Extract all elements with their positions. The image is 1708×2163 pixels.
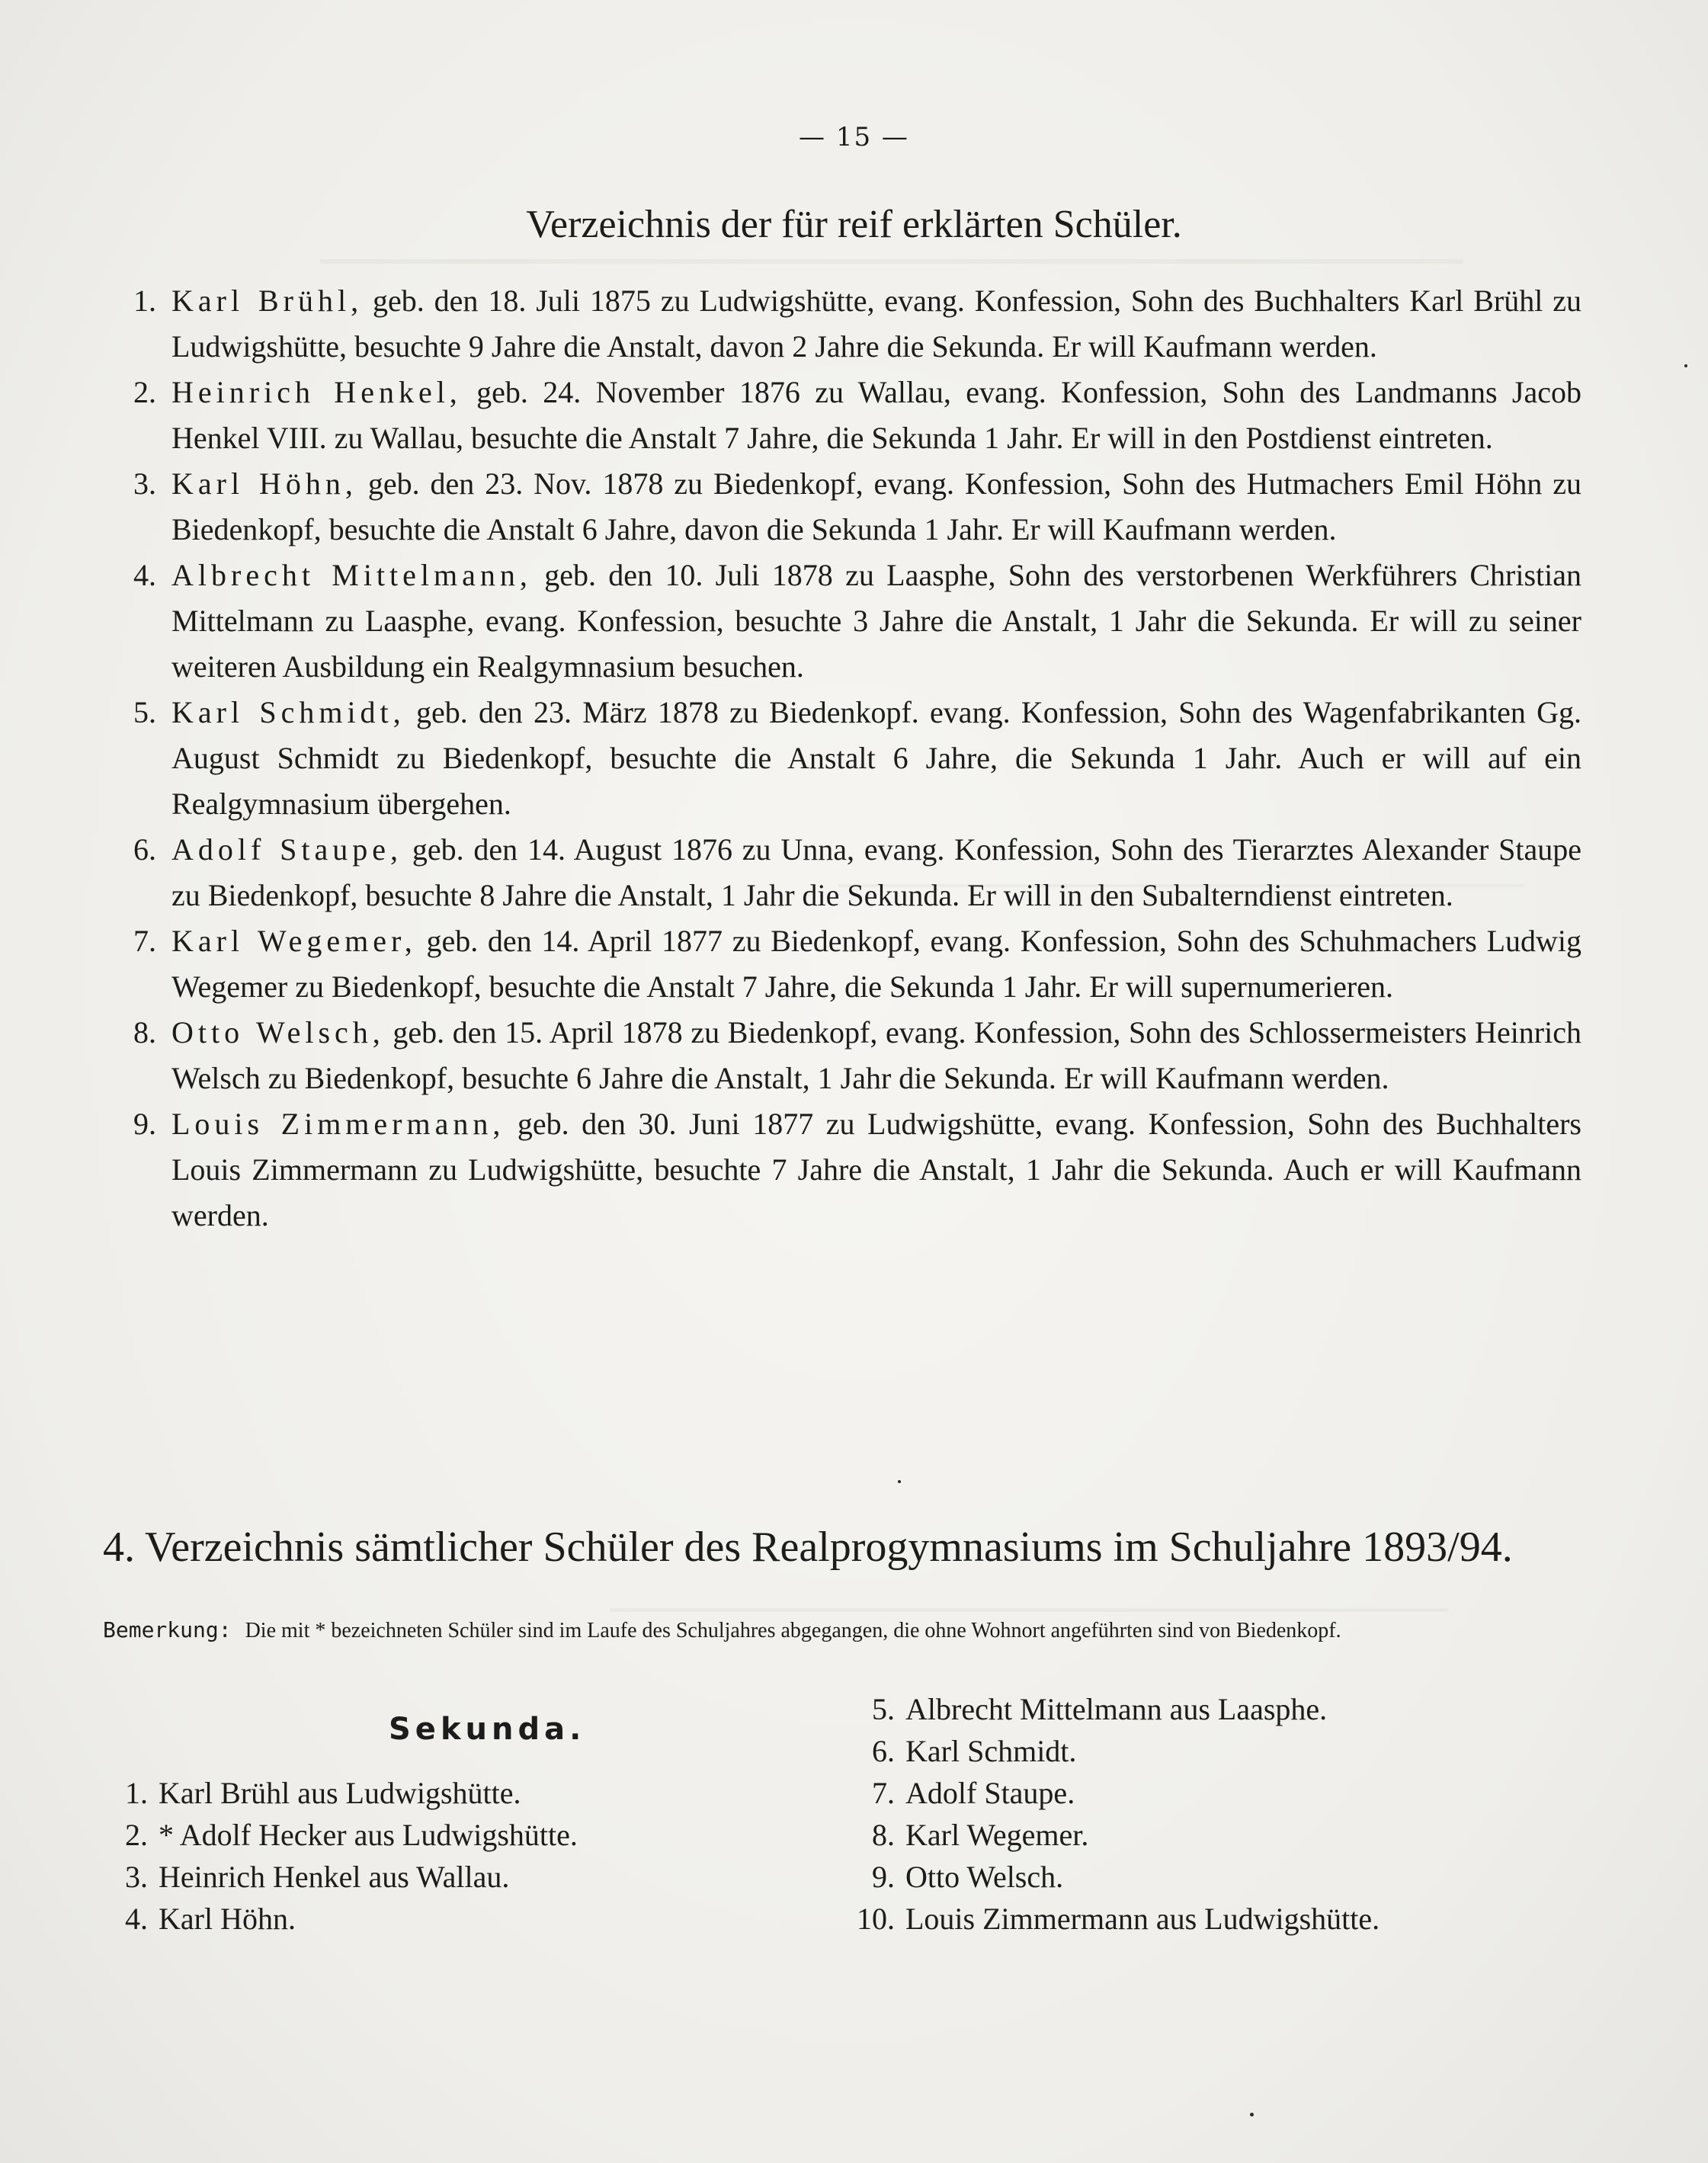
page-number: — 15 —: [799, 122, 909, 152]
list-item: [852, 1898, 1380, 1940]
graduate-description: geb. den 18. Juli 1875 zu Ludwigshütte, evang. Konfession, Sohn des Buchhalters Karl Brühl zu Ludwigshütte, besuchte 9 Jahre die Anstalt, davon 2 Jahre die Sekunda. Er will Kaufmann werden.: [171, 284, 1581, 364]
remark-text: Die mit * bezeichneten Schüler sind im Laufe des Schuljahres abgegangen, die ohne Wohnort angeführten sind von Biedenkopf.: [245, 1619, 1341, 1642]
graduate-entry: [133, 827, 1582, 918]
item-number: 5.: [872, 1692, 895, 1726]
item-number: 6.: [872, 1734, 895, 1768]
item-number: 9.: [872, 1860, 895, 1894]
entry-number: 9.: [133, 1107, 156, 1141]
graduate-name: Karl Höhn,: [171, 466, 357, 501]
graduate-description: geb. 24. November 1876 zu Wallau, evang. Konfession, Sohn des Landmanns Jacob Henkel VIII. zu Wallau, besuchte die Anstalt 7 Jahre, die Sekunda 1 Jahr. Er will in den Postdienst eintreten.: [171, 375, 1581, 455]
graduate-name: Louis Zimmermann,: [171, 1107, 505, 1141]
entry-number: 4.: [133, 558, 156, 592]
entry-number: 8.: [133, 1015, 156, 1049]
entry-number: 6.: [133, 832, 156, 867]
graduate-entry: [133, 553, 1582, 690]
graduate-entry: [133, 690, 1581, 827]
item-number: 1.: [125, 1776, 148, 1810]
graduate-name: Karl Schmidt,: [171, 695, 405, 729]
graduate-description: geb. den 14. August 1876 zu Unna, evang. Konfession, Sohn des Tierarztes Alexander Staupe zu Biedenkopf, besuchte 8 Jahre die Anstalt, 1 Jahr die Sekunda. Er will in den Subalterndienst eintreten.: [171, 832, 1582, 912]
graduate-entry: [133, 278, 1581, 370]
graduate-description: geb. den 23. Nov. 1878 zu Biedenkopf, evang. Konfession, Sohn des Hutmachers Emil Höhn zu Biedenkopf, besuchte die Anstalt 6 Jahre, davon die Sekunda 1 Jahr. Er will Kaufmann werden.: [171, 466, 1582, 546]
item-number: 3.: [125, 1860, 148, 1894]
class-title: Sekunda.: [389, 1712, 586, 1747]
graduate-description: geb. den 10. Juli 1878 zu Laasphe, Sohn des verstorbenen Werkführers Christian Mittelmann zu Laasphe, evang. Konfession, besuchte 3 Jahre die Anstalt, 1 Jahr die Sekunda. Er will zu seiner weiteren Ausbildung ein Realgymnasium besuchen.: [171, 558, 1582, 684]
item-number: 4.: [125, 1902, 148, 1936]
list-item: [852, 1772, 1380, 1814]
student-name: Otto Welsch.: [905, 1860, 1064, 1894]
student-name: Karl Wegemer.: [905, 1818, 1089, 1852]
list-item: [122, 1772, 578, 1814]
list-item: [852, 1814, 1380, 1856]
bleed-through-texture: [610, 1578, 1448, 1612]
list-item: [122, 1898, 578, 1940]
ink-speck: [898, 1480, 901, 1483]
list-item: [122, 1814, 578, 1856]
graduate-entry: [133, 1010, 1581, 1101]
graduates-list: [133, 278, 1582, 1239]
graduate-name: Karl Brühl,: [171, 284, 364, 318]
student-name: Karl Brühl aus Ludwigshütte.: [159, 1776, 521, 1810]
entry-number: 2.: [133, 375, 156, 409]
graduate-name: Otto Welsch,: [171, 1015, 385, 1049]
graduate-entry: [133, 1101, 1581, 1239]
entry-number: 5.: [133, 695, 156, 729]
student-name: Heinrich Henkel aus Wallau.: [159, 1860, 510, 1894]
graduate-description: geb. den 14. April 1877 zu Biedenkopf, evang. Konfession, Sohn des Schuhmachers Ludwig Wegemer zu Biedenkopf, besuchte die Anstalt 7 Jahre, die Sekunda 1 Jahr. Er will supernumerieren.: [171, 924, 1582, 1004]
graduate-entry: [133, 918, 1582, 1010]
item-number: 10.: [857, 1902, 895, 1936]
graduate-name: Adolf Staupe,: [171, 832, 403, 867]
list-item: [852, 1688, 1380, 1730]
graduate-description: geb. den 23. März 1878 zu Biedenkopf. evang. Konfession, Sohn des Wagenfabrikanten Gg. August Schmidt zu Biedenkopf, besuchte die Anstalt 6 Jahre, die Sekunda 1 Jahr. Auch er will auf ein Realgymnasium übergehen.: [171, 695, 1581, 821]
page-title: Verzeichnis der für reif erklärten Schüler.: [526, 203, 1182, 246]
graduate-name: Albrecht Mittelmann,: [171, 558, 532, 592]
student-name: Louis Zimmermann aus Ludwigshütte.: [905, 1902, 1380, 1936]
graduate-name: Heinrich Henkel,: [171, 375, 462, 409]
student-name: Karl Schmidt.: [905, 1734, 1077, 1768]
remark: [103, 1616, 1597, 1645]
item-number: 7.: [872, 1776, 895, 1810]
entry-number: 3.: [133, 466, 156, 501]
student-name: Adolf Staupe.: [905, 1776, 1075, 1810]
ink-speck: [1250, 2113, 1254, 2117]
entry-number: 7.: [133, 924, 156, 958]
student-name: * Adolf Hecker aus Ludwigshütte.: [159, 1818, 578, 1852]
graduate-entry: [133, 461, 1582, 553]
list-item: [122, 1856, 578, 1898]
student-list-left: [122, 1772, 578, 1940]
ink-speck: [1684, 364, 1687, 367]
item-number: 8.: [872, 1818, 895, 1852]
student-name: Albrecht Mittelmann aus Laasphe.: [905, 1692, 1328, 1726]
entry-number: 1.: [133, 284, 156, 318]
item-number: 2.: [125, 1818, 148, 1852]
list-item: [852, 1730, 1380, 1772]
graduate-description: geb. den 15. April 1878 zu Biedenkopf, evang. Konfession, Sohn des Schlossermeisters Heinrich Welsch zu Biedenkopf, besuchte 6 Jahre die Anstalt, 1 Jahr die Sekunda. Er will Kaufmann werden.: [171, 1015, 1581, 1095]
section-heading: 4. Verzeichnis sämtlicher Schüler des Realprogymnasiums im Schuljahre 1893/94.: [103, 1524, 1513, 1571]
graduate-name: Karl Wegemer,: [171, 924, 417, 958]
list-item: [852, 1856, 1380, 1898]
remark-label: Bemerkung:: [103, 1617, 232, 1642]
graduate-entry: [133, 370, 1581, 461]
student-list-right: [852, 1688, 1380, 1940]
graduate-description: geb. den 30. Juni 1877 zu Ludwigshütte, evang. Konfession, Sohn des Buchhalters Louis Zimmermann zu Ludwigshütte, besuchte 7 Jahre die Anstalt, 1 Jahr die Sekunda. Auch er will Kaufmann werden.: [171, 1107, 1581, 1232]
student-name: Karl Höhn.: [159, 1902, 296, 1936]
